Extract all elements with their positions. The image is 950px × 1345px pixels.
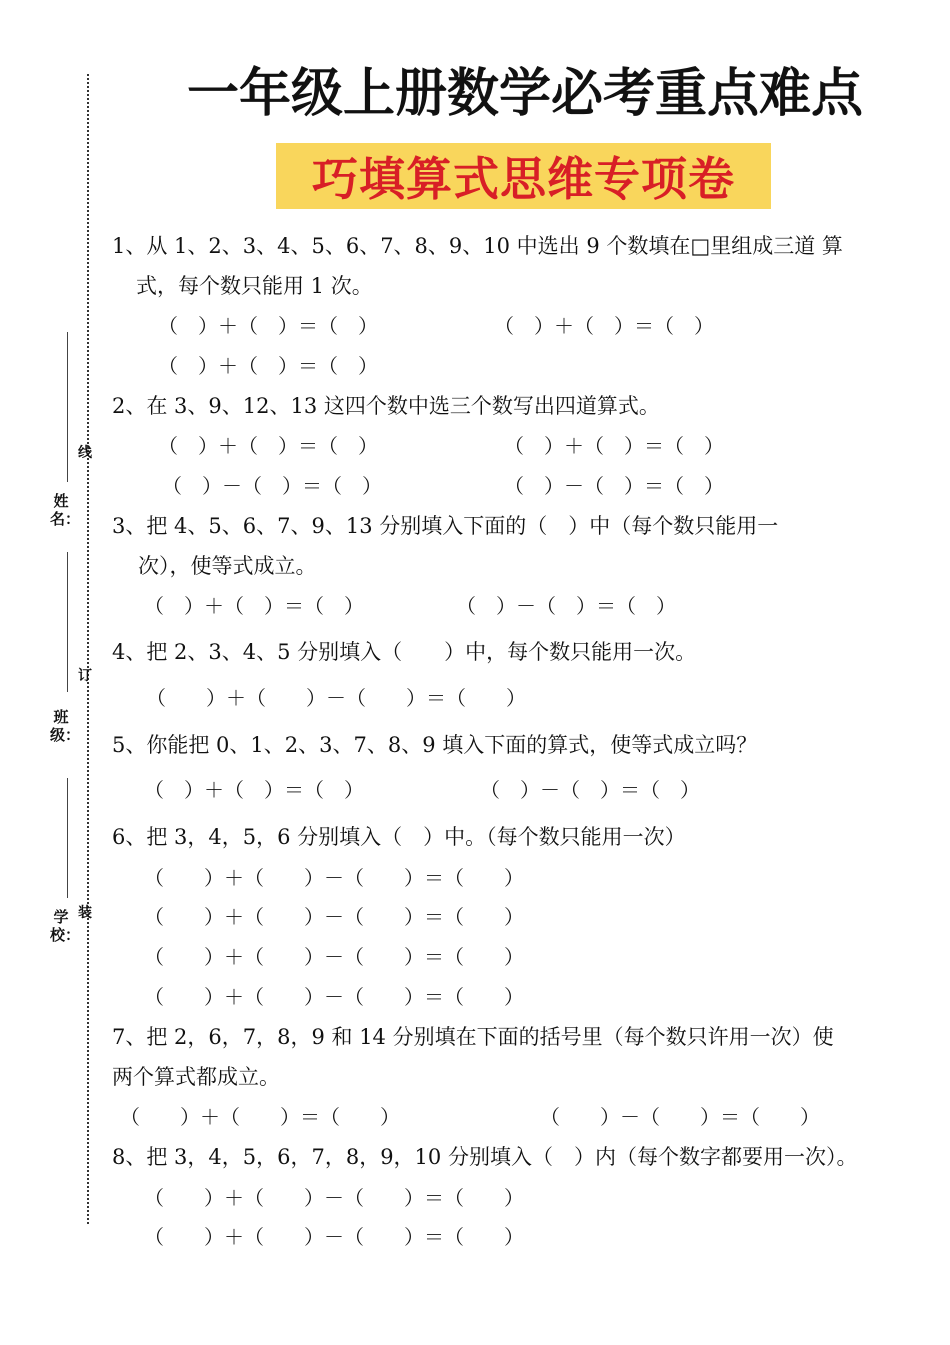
- question-5-equation[interactable]: （ ）＋（ ）＝（ ）: [144, 778, 364, 802]
- question-8-text: 8、把 3，4，5，6，7，8，9，10 分别填入（ ）内（每个数字都要用一次）。: [112, 1145, 858, 1169]
- question-2-equation[interactable]: （ ）＋（ ）＝（ ）: [158, 434, 378, 458]
- question-8-equation[interactable]: （ ）＋（ ）－（ ）＝（ ）: [144, 1225, 524, 1249]
- question-2-equation[interactable]: （ ）－（ ）＝（ ）: [504, 474, 724, 498]
- binding-mark-line: 线: [78, 445, 92, 461]
- question-6-equation[interactable]: （ ）＋（ ）－（ ）＝（ ）: [144, 985, 524, 1009]
- subtitle-banner: [276, 143, 771, 209]
- question-4-text: 4、把 2、3、4、5 分别填入（ ）中，每个数只能用一次。: [112, 640, 697, 664]
- question-2-equation[interactable]: （ ）－（ ）＝（ ）: [162, 474, 382, 498]
- question-3-equation[interactable]: （ ）＋（ ）＝（ ）: [144, 594, 364, 618]
- binding-dotted-line: [87, 74, 89, 1224]
- question-7-text: 7、把 2，6，7，8，9 和 14 分别填在下面的括号里（每个数只许用一次）使: [112, 1025, 834, 1049]
- class-label: 班级：: [50, 708, 81, 744]
- binding-mark-ding: 订: [78, 668, 92, 684]
- question-7-text-cont: 两个算式都成立。: [112, 1065, 280, 1089]
- name-blank-line: [67, 332, 68, 482]
- question-6-equation[interactable]: （ ）＋（ ）－（ ）＝（ ）: [144, 945, 524, 969]
- question-6-equation[interactable]: （ ）＋（ ）－（ ）＝（ ）: [144, 866, 524, 890]
- question-5-text: 5、你能把 0、1、2、3、7、8、9 填入下面的算式，使等式成立吗？: [112, 733, 758, 757]
- question-3-equation[interactable]: （ ）－（ ）＝（ ）: [456, 594, 676, 618]
- question-8-equation[interactable]: （ ）＋（ ）－（ ）＝（ ）: [144, 1186, 524, 1210]
- question-6-equation[interactable]: （ ）＋（ ）－（ ）＝（ ）: [144, 905, 524, 929]
- question-7-equation[interactable]: （ ）＋（ ）＝（ ）: [120, 1105, 400, 1129]
- question-4-equation[interactable]: （ ）＋（ ）－（ ）＝（ ）: [146, 686, 526, 710]
- page-subtitle: 巧填算式思维专项卷: [312, 152, 735, 206]
- question-6-text: 6、把 3，4，5，6 分别填入（ ）中。（每个数只能用一次）: [112, 825, 686, 849]
- question-1-equation[interactable]: （ ）＋（ ）＝（ ）: [494, 314, 714, 338]
- question-1-text-cont: 式，每个数只能用 1 次。: [136, 274, 373, 298]
- question-1-text: 1、从 1、2、3、4、5、6、7、8、9、10 中选出 9 个数填在□里组成三道 算: [112, 234, 843, 258]
- question-3-text: 3、把 4、5、6、7、9、13 分别填入下面的（ ）中（每个数只能用一: [112, 514, 779, 538]
- page-title: 一年级上册数学必考重点难点: [186, 64, 863, 124]
- question-3-text-cont: 次），使等式成立。: [138, 554, 317, 578]
- question-1-equation[interactable]: （ ）＋（ ）＝（ ）: [158, 314, 378, 338]
- binding-mark-zhuang: 装: [78, 905, 92, 921]
- question-1-equation[interactable]: （ ）＋（ ）＝（ ）: [158, 354, 378, 378]
- name-label: 姓名：: [50, 492, 81, 528]
- question-5-equation[interactable]: （ ）－（ ）＝（ ）: [480, 778, 700, 802]
- school-blank-line: [67, 778, 68, 898]
- class-blank-line: [67, 552, 68, 692]
- school-label: 学校：: [50, 908, 81, 944]
- question-2-equation[interactable]: （ ）＋（ ）＝（ ）: [504, 434, 724, 458]
- question-7-equation[interactable]: （ ）－（ ）＝（ ）: [540, 1105, 820, 1129]
- question-2-text: 2、在 3、9、12、13 这四个数中选三个数写出四道算式。: [112, 394, 660, 418]
